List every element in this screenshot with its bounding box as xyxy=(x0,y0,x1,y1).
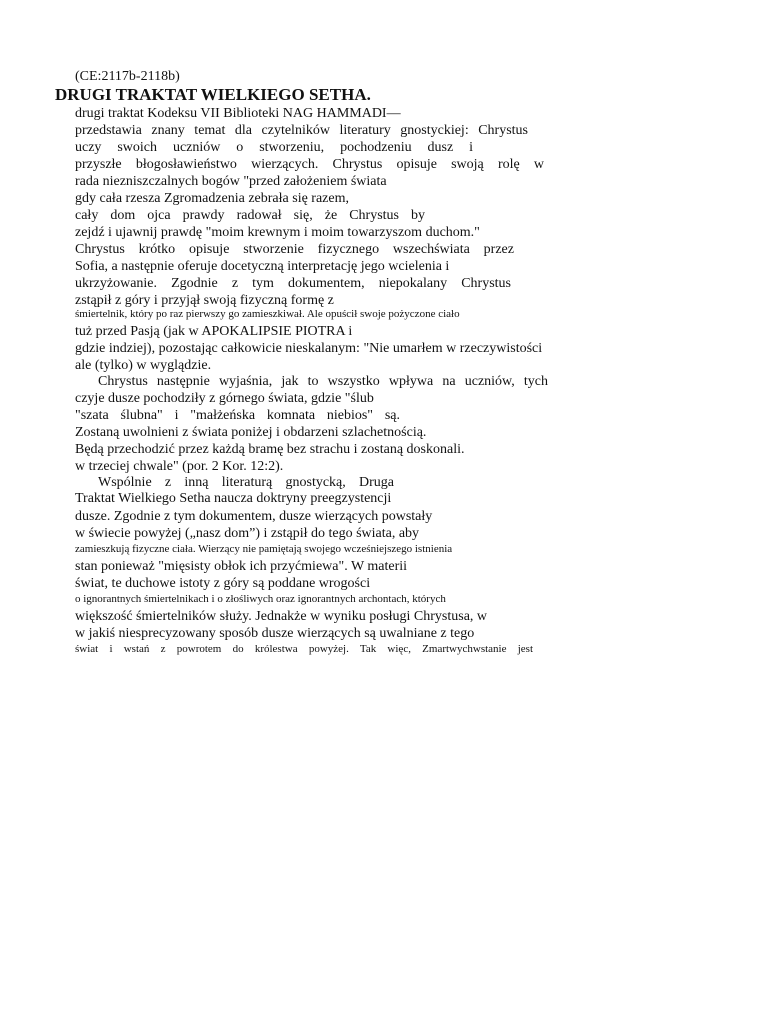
text-line: w trzeciej chwale" (por. 2 Kor. 12:2). xyxy=(75,459,284,474)
text-line: dusze. Zgodnie z tym dokumentem, dusze wierzących powstały xyxy=(75,509,433,524)
text-line: "szata ślubna" i "małżeńska komnata niebios" są. xyxy=(75,408,400,423)
text-line: tuż przed Pasją (jak w APOKALIPSIE PIOTRA i xyxy=(75,324,353,339)
text-line: w jakiś niesprecyzowany sposób dusze wierzących są uwalniane z tego xyxy=(75,626,475,641)
text-line: świat, te duchowe istoty z góry są poddane wrogości xyxy=(75,576,371,591)
text-line: świat i wstań z powrotem do królestwa powyżej. Tak więc, Zmartwychwstanie jest xyxy=(75,643,533,655)
text-line: ukrzyżowanie. Zgodnie z tym dokumentem, niepokalany Chrystus xyxy=(75,276,511,291)
text-line: zamieszkują fizyczne ciała. Wierzący nie pamiętają swojego wcześniejszego istnienia xyxy=(75,543,453,555)
text-line: Wspólnie z inną literaturą gnostycką, Druga xyxy=(98,475,394,490)
text-line: zejdź i ujawnij prawdę "moim krewnym i moim towarzyszom duchom." xyxy=(75,225,480,240)
document-title: DRUGI TRAKTAT WIELKIEGO SETHA. xyxy=(55,85,371,104)
text-line: czyje dusze pochodziły z górnego świata, gdzie "ślub xyxy=(75,391,374,406)
text-line: stan ponieważ "mięsisty obłok ich przyćmiewa". W materii xyxy=(75,559,408,574)
text-line: Traktat Wielkiego Setha naucza doktryny preegzystencji xyxy=(75,491,392,506)
reference-code: (CE:2117b-2118b) xyxy=(75,69,180,84)
text-line: Będą przechodzić przez każdą bramę bez strachu i zostaną doskonali. xyxy=(75,442,465,457)
text-line: zstąpił z góry i przyjął swoją fizyczną formę z xyxy=(75,293,334,308)
text-line: Sofia, a następnie oferuje docetyczną interpretację jego wcielenia i xyxy=(75,259,450,274)
text-line: w świecie powyżej („nasz dom”) i zstąpił do tego świata, aby xyxy=(75,526,420,541)
text-line: drugi traktat Kodeksu VII Biblioteki NAG HAMMADI— xyxy=(75,106,401,121)
text-line: przyszłe błogosławieństwo wierzących. Chrystus opisuje swoją rolę w xyxy=(75,157,544,172)
text-line: przedstawia znany temat dla czytelników literatury gnostyckiej: Chrystus xyxy=(75,123,528,138)
text-line: cały dom ojca prawdy radował się, że Chrystus by xyxy=(75,208,425,223)
text-line: Chrystus krótko opisuje stworzenie fizycznego wszechświata przez xyxy=(75,242,514,257)
text-line: ale (tylko) w wyglądzie. xyxy=(75,358,212,373)
text-line: większość śmiertelników służy. Jednakże w wyniku posługi Chrystusa, w xyxy=(75,609,488,624)
text-line: śmiertelnik, który po raz pierwszy go zamieszkiwał. Ale opuścił swoje pożyczone ciało xyxy=(75,308,460,320)
text-line: Chrystus następnie wyjaśnia, jak to wszystko wpływa na uczniów, tych xyxy=(98,374,548,389)
text-line: gdy cała rzesza Zgromadzenia zebrała się razem, xyxy=(75,191,349,206)
text-line: gdzie indziej), pozostając całkowicie nieskalanym: "Nie umarłem w rzeczywistości xyxy=(75,341,543,356)
text-line: uczy swoich uczniów o stworzeniu, pochodzeniu dusz i xyxy=(75,140,473,155)
text-line: Zostaną uwolnieni z świata poniżej i obdarzeni szlachetnością. xyxy=(75,425,427,440)
text-line: o ignorantnych śmiertelnikach i o złośliwych oraz ignorantnych archontach, których xyxy=(75,593,446,605)
text-line: rada niezniszczalnych bogów "przed założeniem świata xyxy=(75,174,387,189)
